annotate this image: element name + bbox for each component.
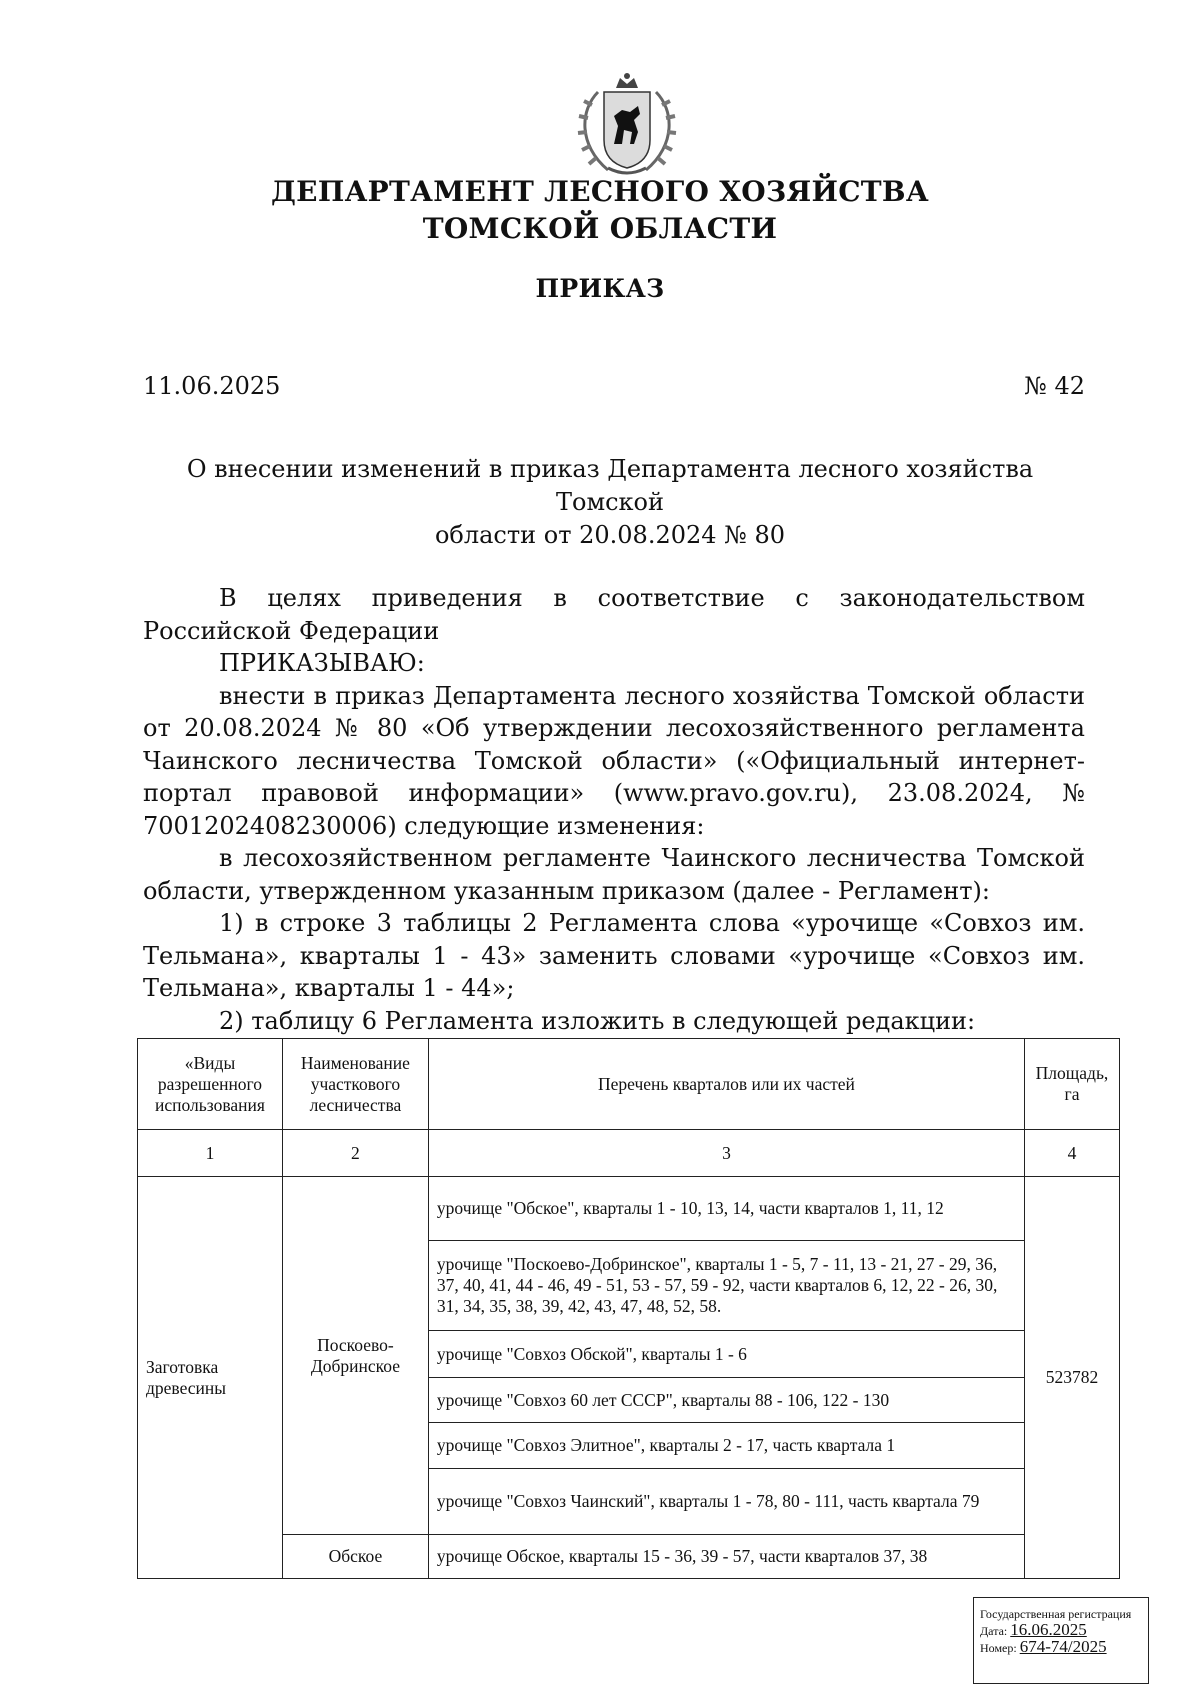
stamp-date-value: 16.06.2025 [1010, 1620, 1087, 1639]
cell-forestry-obskoe: Обское [282, 1535, 428, 1579]
regulation-table [137, 1038, 1120, 1579]
cell-forestry-poskoevo: Поскоево-Добринское [282, 1177, 428, 1535]
table-row [138, 1535, 1120, 1579]
cell-quarters: урочище Обское, кварталы 15 - 36, 39 - 57, части кварталов 37, 38 [428, 1535, 1024, 1579]
header-quarters: Перечень кварталов или их частей [428, 1039, 1024, 1130]
cell-quarters: урочище "Обское", кварталы 1 - 10, 13, 14, части кварталов 1, 11, 12 [428, 1177, 1024, 1241]
coat-of-arms-emblem [568, 70, 686, 182]
table-number-row [138, 1130, 1120, 1177]
body-paragraph-amend: внести в приказ Департамента лесного хозяйства Томской области от 20.08.2024 № 80 «Об утверждении лесохозяйственного регламента Чаинского лесничества Томской области» («Официальный интернет-портал правовой информации» (www.pravo.gov.ru), 23.08.2024, № 7001202408230006) следующие изменения: [143, 681, 1085, 840]
body-paragraph-purpose: В целях приведения в соответствие с законодательством Российской Федерации [143, 584, 1085, 645]
table-header-row [138, 1039, 1120, 1130]
cell-quarters: урочище "Совхоз Элитное", кварталы 2 - 17, часть квартала 1 [428, 1423, 1024, 1469]
stamp-title: Государственная регистрация [980, 1607, 1132, 1621]
registration-stamp [973, 1597, 1149, 1684]
order-number: № 42 [1024, 372, 1085, 400]
col-number: 1 [138, 1130, 283, 1177]
col-number: 4 [1024, 1130, 1119, 1177]
col-number: 2 [282, 1130, 428, 1177]
stamp-number-value: 674-74/2025 [1019, 1637, 1107, 1656]
order-date: 11.06.2025 [143, 372, 281, 400]
header-use-type: «Виды разрешенного использования [138, 1039, 283, 1130]
body-paragraph-item1: 1) в строке 3 таблицы 2 Регламента слова «урочище «Совхоз им. Тельмана», кварталы 1 - 43» заменить словами «урочище «Совхоз им. Тельмана», кварталы 1 - 44»; [143, 909, 1085, 1002]
header-forestry: Наименование участкового лесничества [282, 1039, 428, 1130]
body-paragraph-order: ПРИКАЗЫВАЮ: [219, 649, 425, 677]
order-subject [150, 453, 1070, 552]
cell-quarters: урочище "Поскоево-Добринское", кварталы 1 - 5, 7 - 11, 13 - 21, 27 - 29, 36, 37, 40, 41, 44 - 46, 49 - 51, 53 - 57, 59 - 92, части кварталов 6, 12, 22 - 26, 30, 31, 34, 35, 38, 39, 42, 43, 47, 48, 52, 58. [428, 1241, 1024, 1331]
table-row [138, 1177, 1120, 1241]
org-name-line2: ТОМСКОЙ ОБЛАСТИ [422, 212, 778, 245]
subject-line2: области от 20.08.2024 № 80 [434, 521, 786, 549]
header-area: Площадь, га [1024, 1039, 1119, 1130]
subject-line1: О внесении изменений в приказ Департамента лесного хозяйства Томской [186, 455, 1034, 516]
cell-use-type: Заготовка древесины [138, 1177, 283, 1579]
cell-area: 523782 [1024, 1177, 1119, 1579]
stamp-date-label: Дата: [980, 1624, 1008, 1638]
document-type: ПРИКАЗ [535, 274, 665, 303]
body-paragraph-item2: 2) таблицу 6 Регламента изложить в следующей редакции: [219, 1006, 976, 1035]
org-name-line1: ДЕПАРТАМЕНТ ЛЕСНОГО ХОЗЯЙСТВА [270, 175, 929, 208]
body-paragraph-regulation: в лесохозяйственном регламенте Чаинского лесничества Томской области, утвержденном указанным приказом (далее - Регламент): [143, 844, 1085, 905]
order-body [143, 582, 1085, 1037]
cell-quarters: урочище "Совхоз Обской", кварталы 1 - 6 [428, 1331, 1024, 1378]
cell-quarters: урочище "Совхоз Чаинский", кварталы 1 - 78, 80 - 111, часть квартала 79 [428, 1469, 1024, 1535]
cell-quarters: урочище "Совхоз 60 лет СССР", кварталы 88 - 106, 122 - 130 [428, 1378, 1024, 1423]
stamp-number-label: Номер: [980, 1641, 1017, 1655]
col-number: 3 [428, 1130, 1024, 1177]
